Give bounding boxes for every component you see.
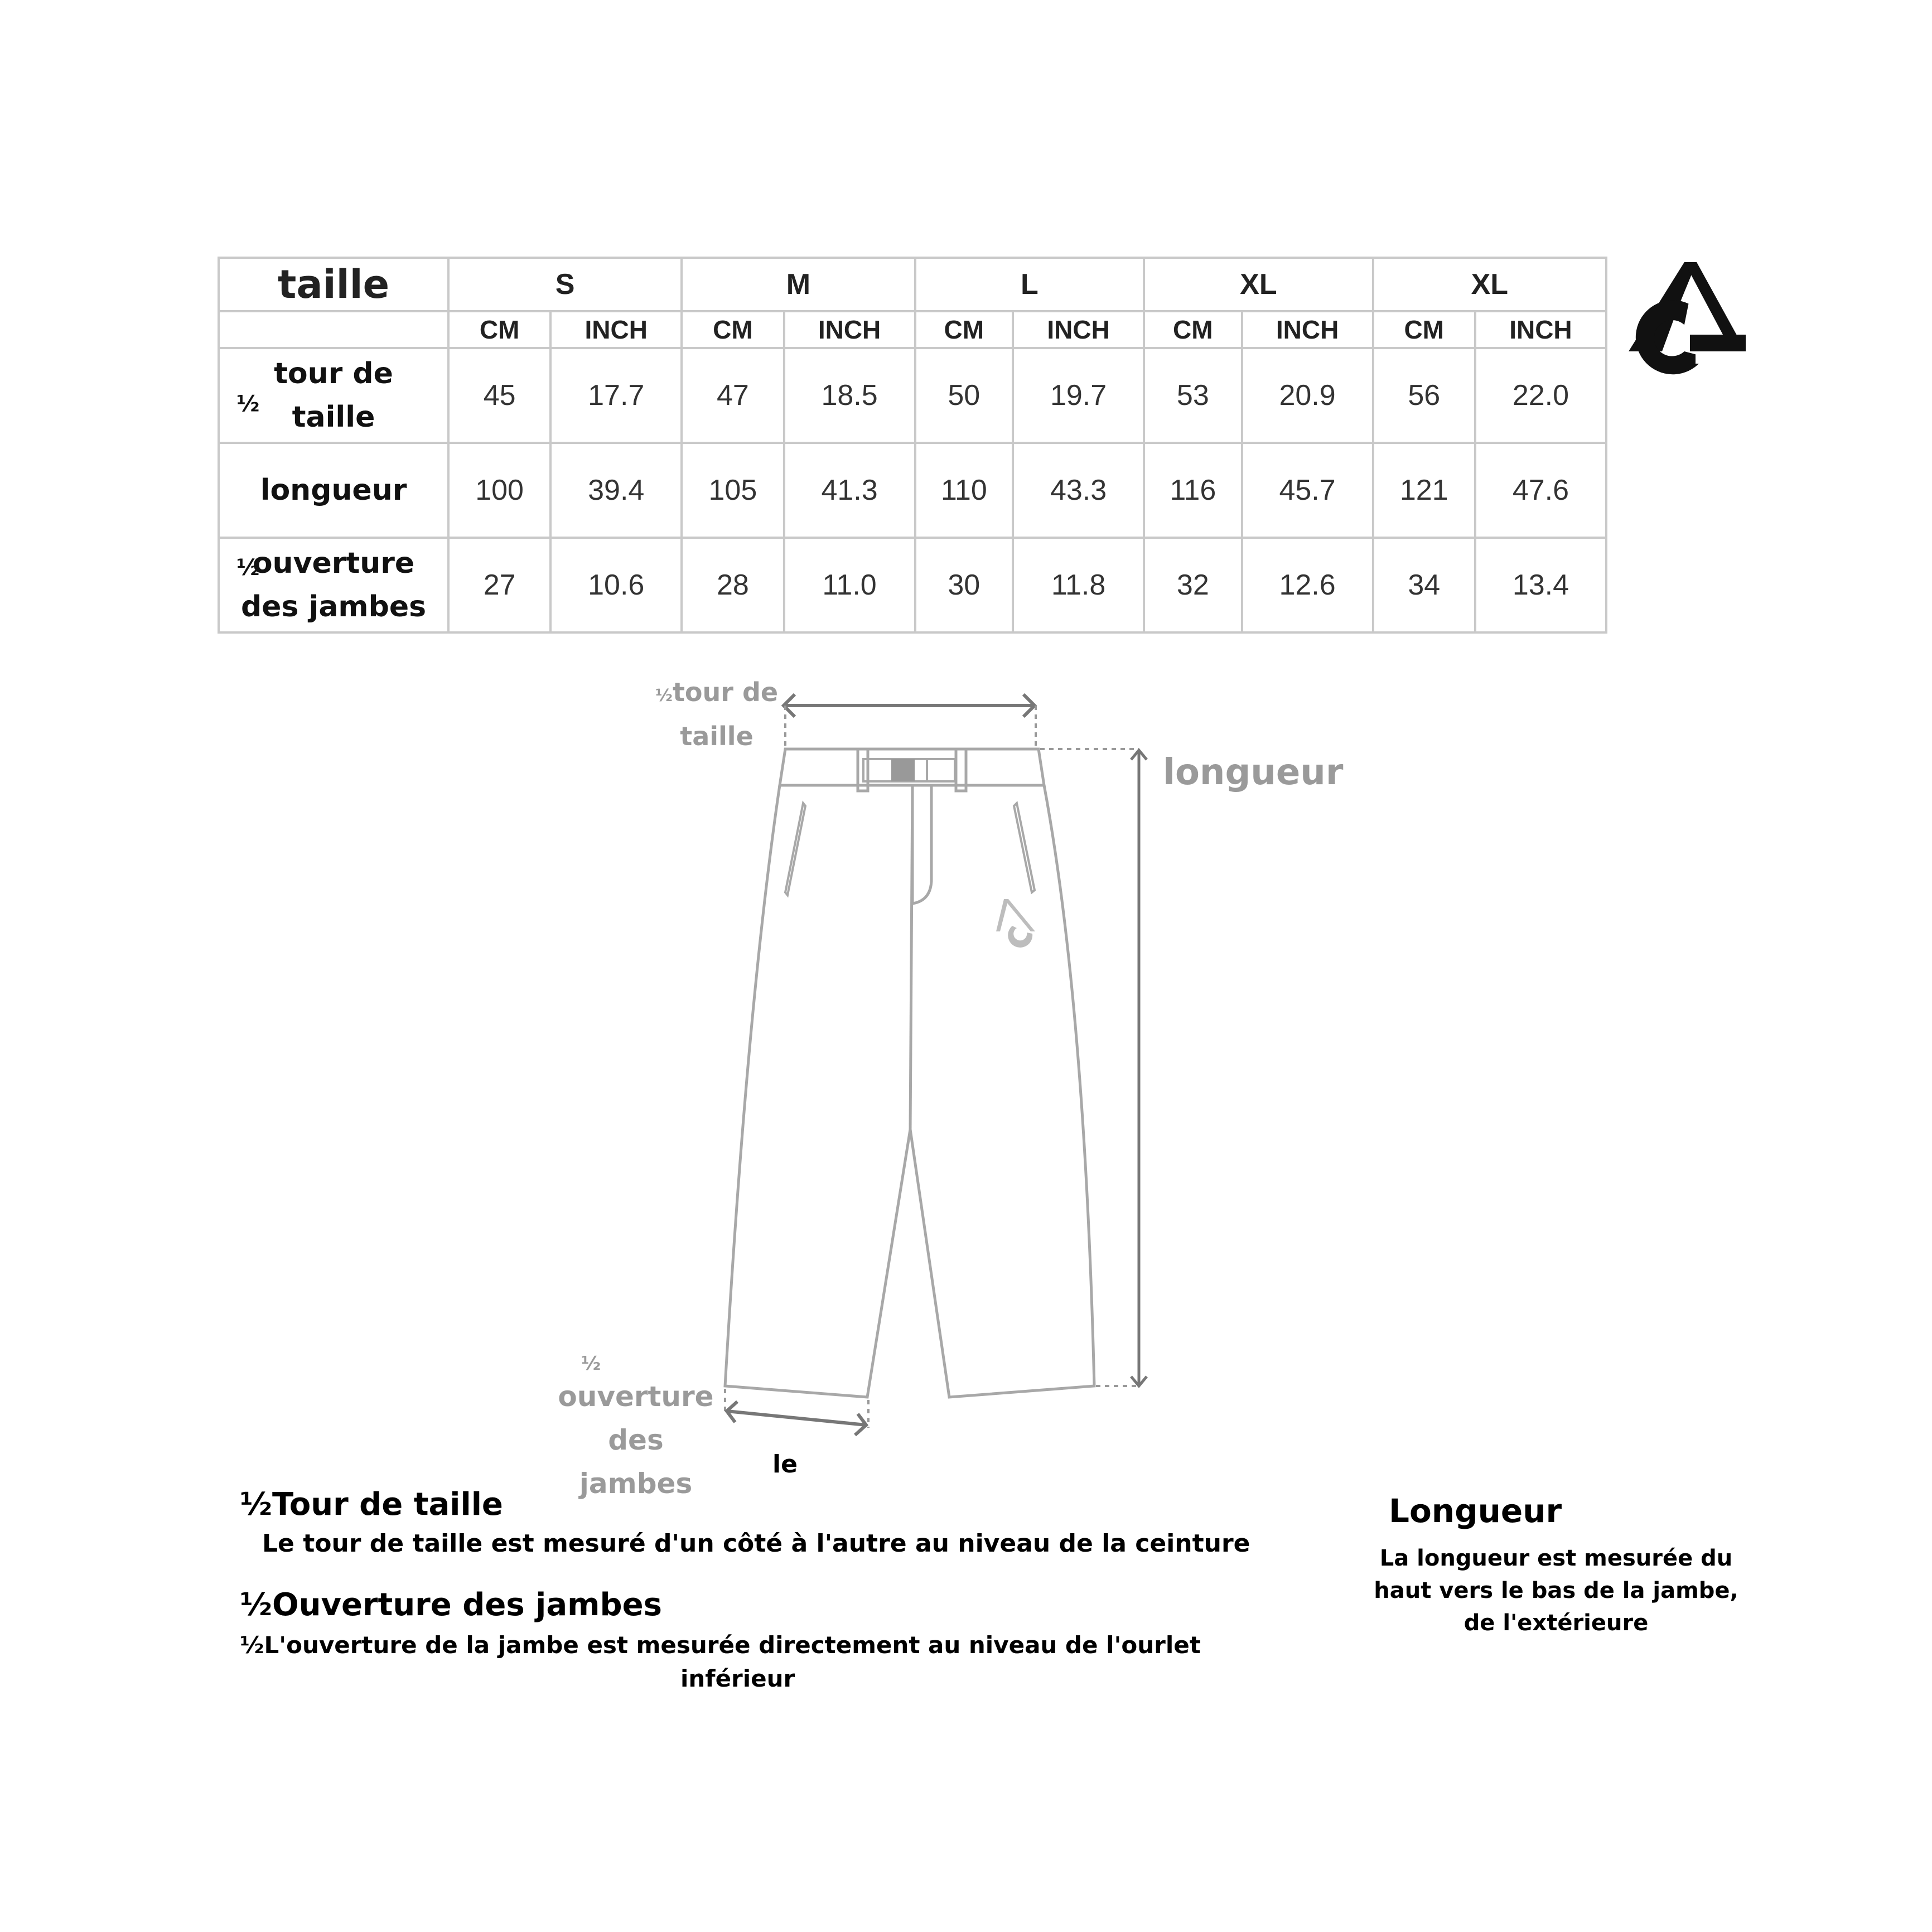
leg-note-desc <box>240 1631 1201 1659</box>
label-line: tour de <box>672 677 779 707</box>
unit-cm: CM <box>1373 311 1475 348</box>
cell-value: 47 <box>682 348 784 443</box>
row-label-line: ouverture <box>252 547 415 580</box>
row-label-line: taille <box>292 400 375 434</box>
length-note-title: Longueur <box>1389 1492 1562 1530</box>
cell-value: 34 <box>1373 538 1475 632</box>
waist-note-title: ½Tour de taille <box>240 1486 503 1523</box>
waist-note-desc: Le tour de taille est mesuré d'un côté à l'autre au niveau de la ceinture <box>262 1529 1250 1558</box>
cell-value: 11.8 <box>1013 538 1144 632</box>
cell-value: 27 <box>448 538 550 632</box>
cell-value: 53 <box>1144 348 1242 443</box>
desc-line: haut vers le bas de la jambe, <box>1374 1578 1738 1603</box>
unit-inch: INCH <box>550 311 682 348</box>
unit-cm: CM <box>448 311 550 348</box>
cell-value: 22.0 <box>1475 348 1606 443</box>
cell-value: 100 <box>448 443 550 538</box>
cell-value: 45 <box>448 348 550 443</box>
desc-line: La longueur est mesurée du <box>1379 1545 1733 1571</box>
length-diagram-label: longueur <box>1163 752 1344 793</box>
length-arrow-icon <box>1131 750 1147 1386</box>
leg-note-title: ½Ouverture des jambes <box>240 1587 662 1623</box>
cell-value: 110 <box>915 443 1013 538</box>
cell-value: 11.0 <box>784 538 915 632</box>
size-header-xl-2: XL <box>1373 258 1606 311</box>
leg-note-desc-line2: inférieur <box>680 1665 795 1692</box>
label-line: taille <box>680 721 754 751</box>
cell-value: 18.5 <box>784 348 915 443</box>
label-line: jambes <box>579 1467 693 1500</box>
unit-cm: CM <box>1144 311 1242 348</box>
size-header-xl: XL <box>1144 258 1373 311</box>
row-label-line: longueur <box>260 474 407 507</box>
cell-value: 20.9 <box>1242 348 1373 443</box>
half-symbol: ½ <box>236 391 260 417</box>
desc-line: de l'extérieure <box>1464 1610 1649 1636</box>
corner-label: taille <box>219 258 448 311</box>
unit-inch: INCH <box>1013 311 1144 348</box>
row-label-line: des jambes <box>240 590 427 624</box>
label-line: ouverture <box>558 1380 714 1413</box>
desc-line: L'ouverture de la jambe est mesurée directement au niveau de l'ourlet <box>264 1631 1201 1659</box>
cell-value: 45.7 <box>1242 443 1373 538</box>
cell-value: 43.3 <box>1013 443 1144 538</box>
unit-cm: CM <box>682 311 784 348</box>
size-header-m: M <box>682 258 915 311</box>
cell-value: 19.7 <box>1013 348 1144 443</box>
half-symbol: ½ <box>581 1353 601 1375</box>
cell-value: 28 <box>682 538 784 632</box>
size-header-s: S <box>448 258 682 311</box>
half-symbol: ½ <box>655 686 673 706</box>
cell-value: 121 <box>1373 443 1475 538</box>
cell-value: 32 <box>1144 538 1242 632</box>
leg-opening-arrow-icon <box>727 1402 866 1435</box>
waist-arrow-icon <box>784 694 1035 717</box>
cell-value: 116 <box>1144 443 1242 538</box>
stray-text: le <box>772 1450 798 1479</box>
cell-value: 10.6 <box>550 538 682 632</box>
row-label-line: tour de <box>274 357 393 390</box>
cell-value: 12.6 <box>1242 538 1373 632</box>
cell-value: 39.4 <box>550 443 682 538</box>
unit-inch: INCH <box>1475 311 1606 348</box>
half-symbol: ½ <box>236 554 260 581</box>
unit-inch: INCH <box>784 311 915 348</box>
cell-value: 47.6 <box>1475 443 1606 538</box>
waist-diagram-label <box>650 672 784 756</box>
cell-value: 56 <box>1373 348 1475 443</box>
cell-value: 13.4 <box>1475 538 1606 632</box>
cell-value: 41.3 <box>784 443 915 538</box>
cell-value: 17.7 <box>550 348 682 443</box>
label-line: des <box>608 1424 664 1456</box>
pants-logo-icon <box>996 899 1035 948</box>
length-note-desc <box>1361 1542 1751 1639</box>
cell-value: 30 <box>915 538 1013 632</box>
pants-outline <box>725 749 1094 1397</box>
unit-inch: INCH <box>1242 311 1373 348</box>
size-header-l: L <box>915 258 1144 311</box>
cell-value: 105 <box>682 443 784 538</box>
cell-value: 50 <box>915 348 1013 443</box>
leg-opening-diagram-label <box>552 1353 719 1505</box>
unit-cm: CM <box>915 311 1013 348</box>
half-symbol: ½ <box>240 1631 264 1659</box>
